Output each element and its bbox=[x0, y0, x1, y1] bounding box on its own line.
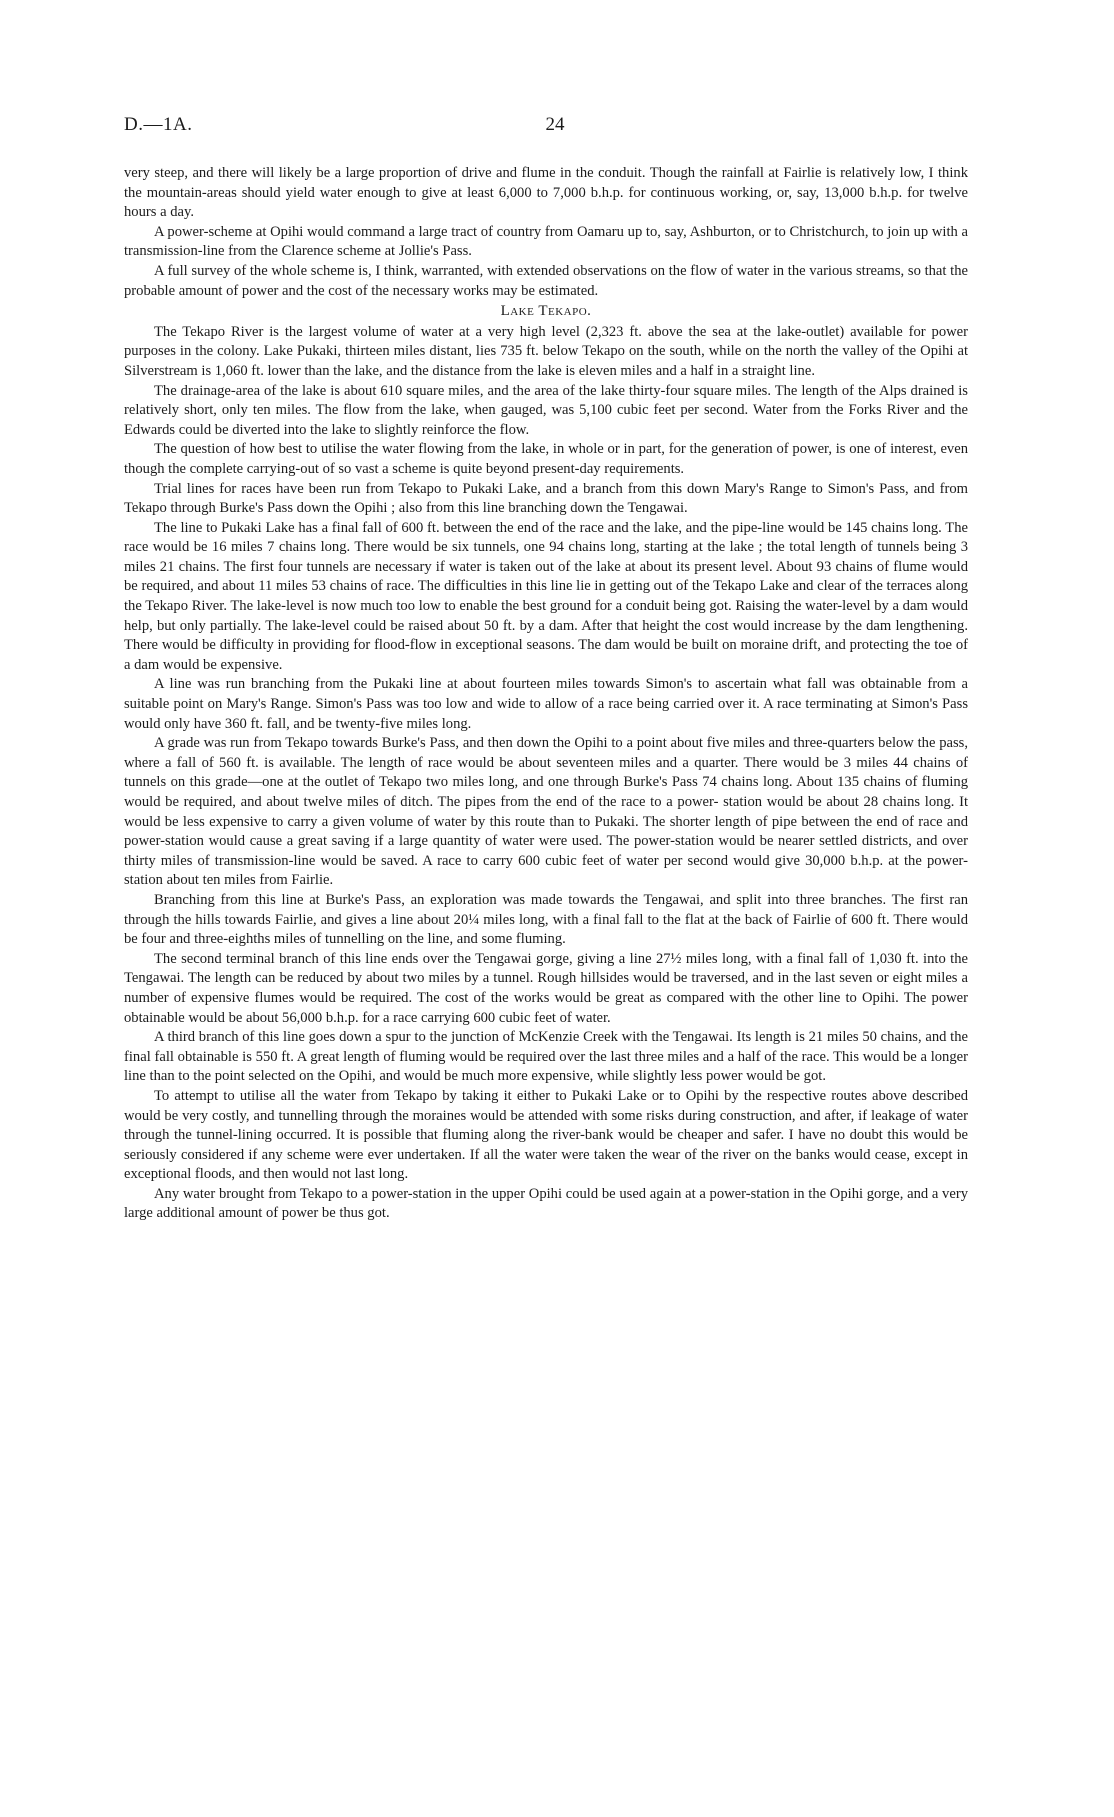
document-reference: D.—1A. bbox=[124, 114, 193, 135]
paragraph: The line to Pukaki Lake has a final fall of 600 ft. between the end of the race and the lake, and the pipe-line would be 145 chains long. The race would be 16 miles 7 chains long. There would be six tunnels, one 94 chains long, starting at the lake ; the total length of tunnels being 3 miles 21 chains. The first four tunnels are necessary if water is taken out of the lake at about its present level. About 93 chains of flume would be required, and about 11 miles 53 chains of race. The difficulties in this line lie in getting out of the Tekapo Lake and clear of the terraces along the Tekapo River. The lake-level is now much too low to enable the best ground for a conduit being got. Raising the water-level by a dam would help, but only partially. The lake-level could be raised about 50 ft. by a dam. After that height the cost would increase by the dam lengthening. There would be difficulty in providing for flood-flow in exceptional seasons. The dam would be built on moraine drift, and protecting the toe of a dam would be expensive. bbox=[124, 519, 968, 673]
section-heading: Lake Tekapo. bbox=[500, 303, 592, 320]
paragraph: A power-scheme at Opihi would command a large tract of country from Oamaru up to, say, Ashburton, or to Christchurch, to join up with a transmission-line from the Clarence scheme at Jollie's Pass. bbox=[124, 223, 968, 260]
paragraph: Branching from this line at Burke's Pass, an exploration was made towards the Tengawai, and split into three branches. The first ran through the hills towards Fairlie, and gives a line about 20¼ miles long, with a final fall to the flat at the back of Fairlie of 600 ft. There would be four and three-eighths miles of tunnelling on the line, and some fluming. bbox=[124, 891, 968, 948]
page-header bbox=[124, 114, 986, 142]
paragraph: To attempt to utilise all the water from Tekapo by taking it either to Pukaki Lake or to Opihi by the respective routes above described would be very costly, and tunnelling through the moraines would be attended with some risks during construction, and after, if leakage of water through the tunnel-lining occurred. It is possible that fluming along the river-bank would be cheaper and safer. I have no doubt this would be seriously considered if any scheme were ever undertaken. If all the water were taken the wear of the river on the banks would cease, except in exceptional floods, and then would not last long. bbox=[124, 1087, 968, 1183]
paragraph: The drainage-area of the lake is about 610 square miles, and the area of the lake thirty-four square miles. The length of the Alps drained is relatively short, only ten miles. The flow from the lake, when gauged, was 5,100 cubic feet per second. Water from the Forks River and the Edwards could be diverted into the lake to slightly reinforce the flow. bbox=[124, 382, 968, 438]
paragraph: The Tekapo River is the largest volume of water at a very high level (2,323 ft. above the sea at the lake-outlet) available for power purposes in the colony. Lake Pukaki, thirteen miles distant, lies 735 ft. below Tekapo on the south, while on the north the valley of the Opihi at Silverstream is 1,060 ft. lower than the lake, and the distance from the lake is eleven miles and a half in a straight line. bbox=[124, 323, 968, 379]
paragraph: A grade was run from Tekapo towards Burke's Pass, and then down the Opihi to a point about five miles and three-quarters below the pass, where a fall of 560 ft. is available. The length of race would be about seventeen miles and a quarter. There would be 3 miles 44 chains of tunnels on this grade—one at the outlet of Tekapo two miles long, and one through Burke's Pass 74 chains long. About 135 chains of fluming would be required, and about twelve miles of ditch. The pipes from the end of the race to a power- station would be about 28 chains long. It would be less expensive to carry a given volume of water by this route than to Pukaki. The shorter length of pipe between the end of race and power-station would cause a great saving if a large quantity of water were used. The power-station would be nearer settled districts, and over thirty miles of transmission-line would be saved. A race to carry 600 cubic feet of water per second would give 30,000 b.h.p. at the power-station about ten miles from Fairlie. bbox=[124, 735, 968, 889]
page-body bbox=[124, 164, 968, 1224]
paragraph: A full survey of the whole scheme is, I think, warranted, with extended observations on the flow of water in the various streams, so that the probable amount of power and the cost of the necessary works may be estimated. bbox=[124, 262, 968, 299]
paragraph: The second terminal branch of this line ends over the Tengawai gorge, giving a line 27½ miles long, with a final fall of 1,030 ft. into the Tengawai. The length can be reduced by about two miles by a tunnel. Rough hillsides would be traversed, and in the last seven or eight miles a number of expensive flumes would be required. The cost of the works would be great as compared with the other line to Opihi. The power obtainable would be about 56,000 b.h.p. for a race carrying 600 cubic feet of water. bbox=[124, 950, 968, 1026]
paragraph: The question of how best to utilise the water flowing from the lake, in whole or in part, for the generation of power, is one of interest, even though the complete carrying-out of so vast a scheme is quite beyond present-day requirements. bbox=[124, 441, 968, 477]
paragraph: A line was run branching from the Pukaki line at about fourteen miles towards Simon's to ascertain what fall was obtainable from a suitable point on Mary's Range. Simon's Pass was too low and wide to allow of a race being carried over it. A race terminating at Simon's Pass would only have 360 ft. fall, and be twenty-five miles long. bbox=[124, 676, 968, 732]
paragraph: very steep, and there will likely be a large proportion of drive and flume in the conduit. Though the rainfall at Fairlie is relatively low, I think the mountain-areas should yield water enough to give at least 6,000 to 7,000 b.h.p. for continuous working, or, say, 13,000 b.h.p. for twelve hours a day. bbox=[124, 165, 968, 221]
paragraph: Trial lines for races have been run from Tekapo to Pukaki Lake, and a branch from this down Mary's Range to Simon's Pass, and from Tekapo through Burke's Pass down the Opihi ; also from this line branching down the Tengawai. bbox=[124, 480, 968, 517]
page-number: 24 bbox=[545, 114, 565, 135]
paragraph: Any water brought from Tekapo to a power-station in the upper Opihi could be used again at a power-station in the Opihi gorge, and a very large additional amount of power be thus got. bbox=[124, 1185, 968, 1222]
paragraph: A third branch of this line goes down a spur to the junction of McKenzie Creek with the Tengawai. Its length is 21 miles 50 chains, and the final fall obtainable is 550 ft. A great length of fluming would be required over the last three miles and a half of the race. This would be a longer line than to the point selected on the Opihi, and would be much more expensive, while slightly less power would be got. bbox=[124, 1029, 968, 1085]
